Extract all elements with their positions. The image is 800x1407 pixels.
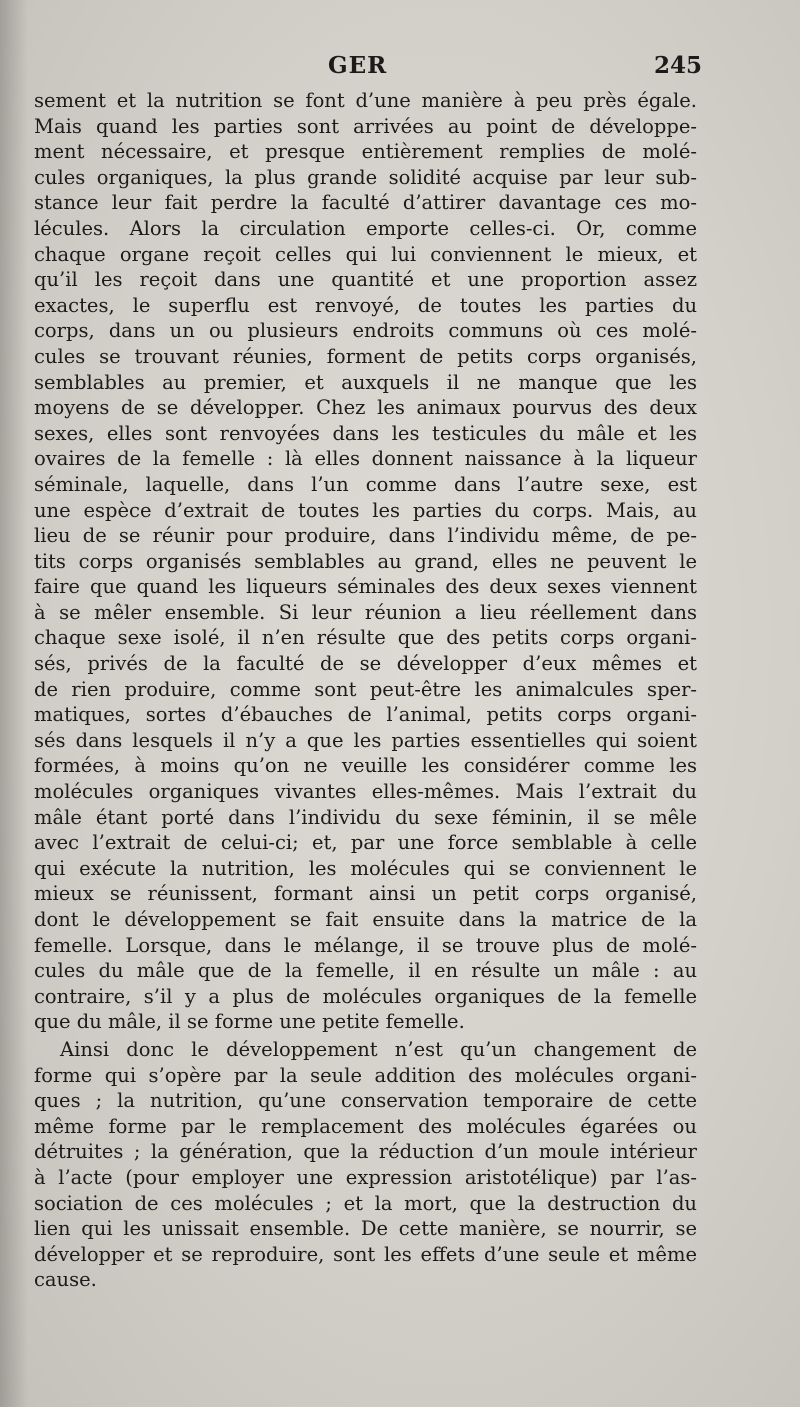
text-line: lien qui les unissait ensemble. De cette manière, se nourrir, se — [34, 1217, 697, 1241]
text-line: sociation de ces molécules ; et la mort, que la destruction du — [34, 1191, 697, 1215]
text-line: mâle étant porté dans l’individu du sexe féminin, il se mêle — [34, 805, 697, 829]
text-line: femelle. Lorsque, dans le mélange, il se trouve plus de molé- — [34, 933, 697, 957]
text-line: chaque sexe isolé, il n’en résulte que des petits corps organi- — [34, 626, 697, 650]
text-line: formées, à moins qu’on ne veuille les considérer comme les — [34, 754, 697, 778]
text-line: lécules. Alors la circulation emporte celles-ci. Or, comme — [34, 216, 697, 240]
running-head: GER — [328, 52, 388, 79]
text-line: cules du mâle que de la femelle, il en résulte un mâle : au — [34, 959, 697, 983]
text-line: molécules organiques vivantes elles-mêmes. Mais l’extrait du — [34, 780, 697, 804]
text-line: ovaires de la femelle : là elles donnent naissance à la liqueur — [34, 447, 697, 471]
text-line: moyens de se développer. Chez les animaux pourvus des deux — [34, 396, 697, 420]
text-line: faire que quand les liqueurs séminales des deux sexes viennent — [34, 575, 697, 599]
text-line: sés dans lesquels il n’y a que les parties essentielles qui soient — [34, 728, 697, 752]
text-line: stance leur fait perdre la faculté d’attirer davantage ces mo- — [34, 191, 697, 215]
text-line: cules organiques, la plus grande solidité acquise par leur sub- — [34, 165, 697, 189]
page-number: 245 — [654, 52, 703, 79]
text-line: corps, dans un ou plusieurs endroits communs où ces molé- — [34, 319, 697, 343]
paragraph-2 — [34, 1037, 697, 1293]
text-line: Mais quand les parties sont arrivées au point de développe- — [34, 114, 697, 138]
page-header — [0, 52, 800, 86]
text-line: forme qui s’opère par la seule addition des molécules organi- — [34, 1063, 697, 1087]
text-line: cules se trouvant réunies, forment de petits corps organisés, — [34, 344, 697, 368]
text-line: ment nécessaire, et presque entièrement remplies de molé- — [34, 140, 697, 164]
text-line: avec l’extrait de celui-ci; et, par une force semblable à celle — [34, 831, 697, 855]
text-line: exactes, le superflu est renvoyé, de toutes les parties du — [34, 293, 697, 317]
text-line: de rien produire, comme sont peut-être les animalcules sper- — [34, 677, 697, 701]
text-line: détruites ; la génération, que la réduction d’un moule intérieur — [34, 1140, 697, 1164]
text-line: à l’acte (pour employer une expression aristotélique) par l’as- — [34, 1165, 697, 1189]
text-line: ques ; la nutrition, qu’une conservation temporaire de cette — [34, 1089, 697, 1113]
text-line: sement et la nutrition se font d’une manière à peu près égale. — [34, 89, 697, 112]
paragraph-1 — [34, 88, 697, 1035]
text-line: lieu de se réunir pour produire, dans l’individu même, de pe- — [34, 524, 697, 548]
text-line: séminale, laquelle, dans l’un comme dans l’autre sexe, est — [34, 472, 697, 496]
text-line: contraire, s’il y a plus de molécules organiques de la femelle — [34, 984, 697, 1008]
text-line: développer et se reproduire, sont les effets d’une seule et même — [34, 1242, 697, 1266]
text-line: sexes, elles sont renvoyées dans les testicules du mâle et les — [34, 421, 697, 445]
text-line: mieux se réunissent, formant ainsi un petit corps organisé, — [34, 882, 697, 906]
text-line: dont le développement se fait ensuite dans la matrice de la — [34, 908, 697, 931]
text-line: qu’il les reçoit dans une quantité et une proportion assez — [34, 268, 697, 292]
text-line: chaque organe reçoit celles qui lui conviennent le mieux, et — [34, 242, 697, 266]
text-line: sés, privés de la faculté de se développer d’eux mêmes et — [34, 652, 697, 676]
text-line: une espèce d’extrait de toutes les parties du corps. Mais, au — [34, 498, 697, 522]
text-line: semblables au premier, et auxquels il ne manque que les — [34, 370, 697, 394]
text-line: tits corps organisés semblables au grand, elles ne peuvent le — [34, 549, 697, 573]
text-line: cause. — [34, 1268, 97, 1292]
binding-shadow — [0, 0, 28, 1407]
text-line: à se mêler ensemble. Si leur réunion a lieu réellement dans — [34, 600, 697, 624]
text-line: que du mâle, il se forme une petite femelle. — [34, 1010, 465, 1034]
text-line: même forme par le remplacement des molécules égarées ou — [34, 1114, 697, 1138]
text-line: matiques, sortes d’ébauches de l’animal, petits corps organi- — [34, 703, 697, 727]
text-line: Ainsi donc le développement n’est qu’un changement de — [60, 1037, 697, 1061]
body-text — [34, 88, 697, 1293]
text-line: qui exécute la nutrition, les molécules qui se conviennent le — [34, 856, 697, 880]
